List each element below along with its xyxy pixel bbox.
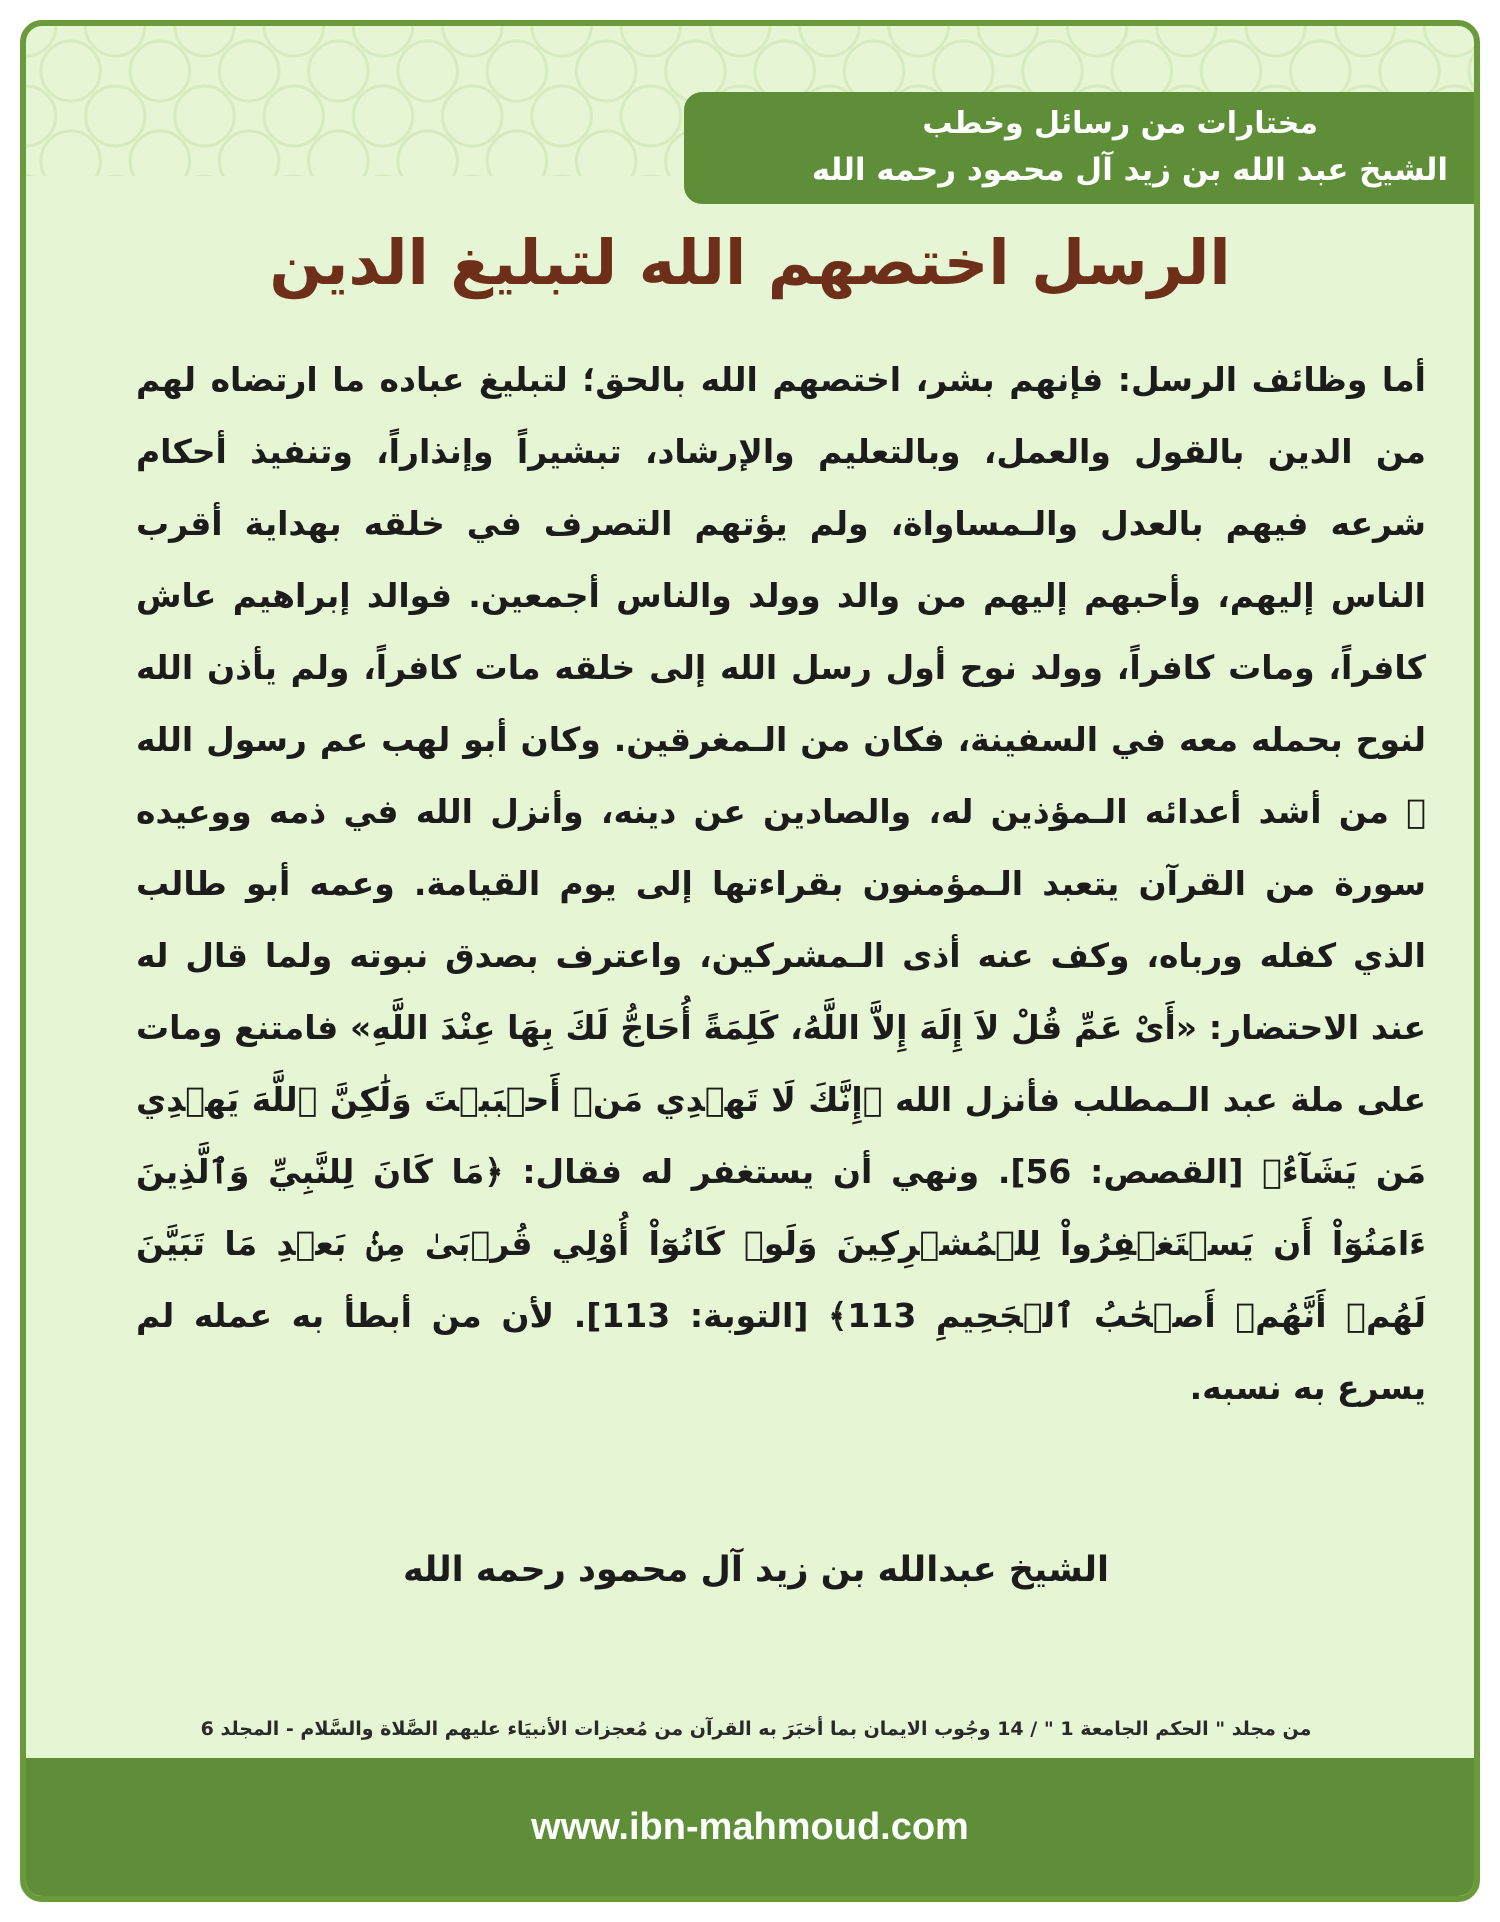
article-body: أما وظائف الرسل: فإنهم بشر، اختصهم الله بالحق؛ لتبليغ عباده ما ارتضاه لهم من الدين بالقول والعمل، وبالتعليم والإرشاد، تبشيراً وإنذاراً، وتنفيذ أحكام شرعه فيهم بالعدل والـمساواة، ولم يؤتهم التصرف في خلقه بهداية أقرب الناس إليهم، وأحبهم إليهم من والد وولد والناس أجمعين. فوالد إبراهيم عاش كافراً، ومات كافراً، وولد نوح أول رسل الله إلى خلقه مات كافراً، ولم يأذن الله لنوح بحمله معه في السفينة، فكان من الـمغرقين. وكان أبو لهب عم رسول الله ﷺ من أشد أعدائه الـمؤذين له، والصادين عن دينه، وأنزل الله في ذمه ووعيده سورة من القرآن يتعبد الـمؤمنون بقراءتها إلى يوم القيامة. وعمه أبو طالب الذي كفله ورباه، وكف عنه أذى الـمشركين، واعترف بصدق نبوته ولما قال له عند الاحتضار: «أَىْ عَمِّ قُلْ لاَ إِلَهَ إِلاَّ اللَّهُ، كَلِمَةً أُحَاجُّ لَكَ بِهَا عِنْدَ اللَّهِ» فامتنع ومات على ملة عبد الـمطلب فأنزل الله ﴿إِنَّكَ لَا تَهۡدِي مَنۡ أَحۡبَبۡتَ وَلَٰكِنَّ ٱللَّهَ يَهۡدِي مَن يَشَآءُ﴾ [القصص: 56]. ونهي أن يستغفر له فقال: ﴿مَا كَانَ لِلنَّبِيِّ وَٱلَّذِينَ ءَامَنُوٓاْ أَن يَسۡتَغۡفِرُواْ لِلۡمُشۡرِكِينَ وَلَوۡ كَانُوٓاْ أُوْلِي قُرۡبَىٰ مِنۢ بَعۡدِ مَا تَبَيَّنَ لَهُمۡ أَنَّهُمۡ أَصۡحَٰبُ ٱلۡجَحِيمِ 113﴾ [التوبة: 113]. لأن من أبطأ به عمله لم يسرع به نسبه. — [136, 360, 1427, 1407]
footer-bar — [26, 1758, 1474, 1896]
series-author: الشيخ عبد الله بن زيد آل محمود رحمه الله — [811, 152, 1448, 188]
article-author: الشيخ عبدالله بن زيد آل محمود رحمه الله — [402, 1550, 1110, 1590]
article-title: الرسل اختصهم الله لتبليغ الدين — [269, 226, 1231, 299]
article-card — [20, 20, 1480, 1902]
source-note: من مجلد " الحكم الجامعة 1 " / 14 وجُوب الايمان بما أخبَرَ به القرآن من مُعجزات الأنبيَاء عليهم الصَّلاة والسَّلام - المجلد 6 — [200, 1718, 1312, 1740]
website-link[interactable]: www.ibn-mahmoud.com — [531, 1805, 969, 1848]
series-banner — [684, 92, 1474, 204]
series-title: مختارات من رسائل وخطب — [922, 106, 1318, 141]
